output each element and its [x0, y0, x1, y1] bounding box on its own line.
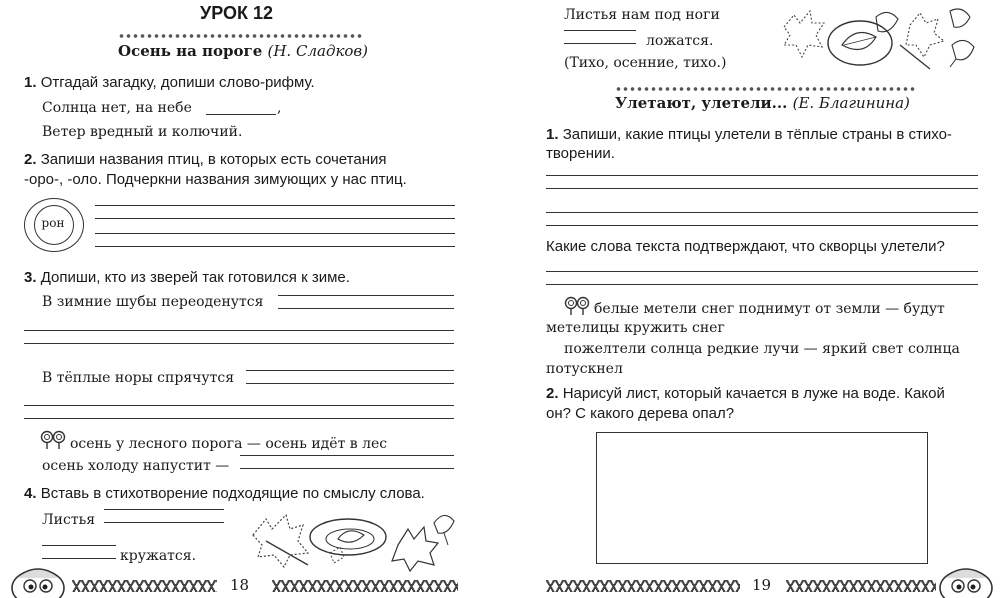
- quote-line2-right: метелицы кружить снег: [546, 320, 725, 336]
- story-name: Осень на пороге: [118, 42, 263, 60]
- task-number: 2.: [546, 385, 559, 402]
- task3-line2: В тёплые норы спрячутся: [42, 370, 235, 386]
- page-number-left: 18: [230, 576, 250, 594]
- task1-heading: [24, 74, 315, 91]
- answer-line[interactable]: [24, 418, 454, 419]
- quote-line2: осень холоду напустит —: [42, 458, 230, 474]
- task-text: Запиши, какие птицы улетели в тёплые страны в стихо-: [562, 126, 952, 143]
- task-text: Допиши, кто из зверей так готовился к зиме.: [40, 269, 350, 286]
- page-number-right: 19: [752, 576, 772, 594]
- task-text: Вставь в стихотворение подходящие по смыслу слова.: [40, 485, 425, 502]
- title-ornament-right: [615, 85, 915, 93]
- answer-line[interactable]: [546, 284, 978, 285]
- answer-line[interactable]: [546, 271, 978, 272]
- story-author: (Е. Благинина): [792, 94, 910, 112]
- quote-line1-right: белые метели снег поднимут от земли — будут: [594, 301, 945, 317]
- task-number: 4.: [24, 485, 37, 502]
- riddle-line-1: Солнца нет, на небе: [42, 100, 192, 116]
- answer-line[interactable]: [95, 205, 455, 206]
- answer-line[interactable]: [240, 468, 454, 469]
- footer-ornament: [72, 580, 217, 592]
- footer-ornament: [786, 580, 936, 592]
- story-name: Улетают, улетели...: [615, 94, 788, 112]
- task1-heading-right: [546, 126, 952, 143]
- riddle-comma: ,: [277, 100, 282, 116]
- poem-line2: кружатся.: [120, 548, 197, 564]
- task1-text-line2-right: творении.: [546, 145, 615, 162]
- task-text: Нарисуй лист, который качается в луже на воде. Какой: [562, 385, 945, 402]
- answer-line[interactable]: [104, 509, 224, 510]
- lesson-title: УРОК 12: [200, 3, 273, 23]
- answer-line[interactable]: [95, 246, 455, 247]
- poem-line1: Листья: [42, 512, 96, 528]
- riddle-line-2: Ветер вредный и колючий.: [42, 124, 243, 140]
- quote-line3-right: пожелтели солнца редкие лучи — яркий свет солнца: [564, 341, 960, 357]
- answer-line[interactable]: [206, 114, 276, 115]
- answer-line[interactable]: [24, 330, 454, 331]
- answer-line[interactable]: [546, 188, 978, 189]
- owl-mascot-icon: [938, 560, 994, 598]
- footer-ornament: [546, 580, 740, 592]
- answer-line[interactable]: [278, 295, 454, 296]
- glasses-icon: [40, 430, 66, 450]
- task-number: 2.: [24, 151, 37, 168]
- answer-line[interactable]: [546, 225, 978, 226]
- title-ornament-left: [118, 32, 364, 40]
- oval-text: рон: [41, 216, 65, 230]
- story-title-right: [615, 94, 910, 112]
- poem-top-line3: (Тихо, осенние, тихо.): [564, 55, 727, 71]
- answer-line[interactable]: [104, 522, 224, 523]
- answer-line[interactable]: [42, 558, 116, 559]
- answer-line[interactable]: [240, 455, 454, 456]
- task-number: 1.: [546, 126, 559, 143]
- poem-top-line1: Листья нам под ноги: [564, 7, 720, 23]
- owl-mascot-icon: [10, 560, 66, 598]
- answer-line[interactable]: [24, 343, 454, 344]
- answer-line[interactable]: [564, 30, 636, 31]
- leaves-illustration: [248, 505, 460, 573]
- footer-ornament: [272, 580, 458, 592]
- answer-line[interactable]: [95, 218, 455, 219]
- task3-line1: В зимние шубы переоденутся: [42, 294, 264, 310]
- story-title-left: [118, 42, 368, 60]
- answer-line[interactable]: [246, 370, 454, 371]
- poem-top-line2: ложатся.: [646, 33, 714, 49]
- task2-heading-right: [546, 385, 945, 402]
- task-number: 1.: [24, 74, 37, 91]
- answer-line[interactable]: [546, 212, 978, 213]
- answer-line[interactable]: [246, 383, 454, 384]
- quote-line4-right: потускнел: [546, 361, 623, 377]
- drawing-box[interactable]: [596, 432, 928, 564]
- answer-line[interactable]: [42, 545, 116, 546]
- answer-line[interactable]: [278, 308, 454, 309]
- answer-line[interactable]: [95, 233, 455, 234]
- task-text: Запиши названия птиц, в которых есть сочетания: [40, 151, 387, 168]
- task1-question-right: Какие слова текста подтверждают, что скворцы улетели?: [546, 238, 945, 255]
- leaves-illustration: [780, 5, 980, 75]
- task4-heading: [24, 485, 425, 502]
- answer-line[interactable]: [546, 175, 978, 176]
- task3-heading: [24, 269, 350, 286]
- task-number: 3.: [24, 269, 37, 286]
- answer-line[interactable]: [564, 43, 636, 44]
- glasses-icon: [564, 296, 590, 316]
- task2-text-line2-right: он? С какого дерева опал?: [546, 405, 735, 422]
- answer-line[interactable]: [24, 405, 454, 406]
- task-text: Отгадай загадку, допиши слово-рифму.: [40, 74, 315, 91]
- task2-heading: [24, 151, 456, 168]
- story-author: (Н. Сладков): [267, 42, 369, 60]
- quote-line1: осень у лесного порога — осень идёт в лес: [70, 436, 388, 452]
- task2-text-line2: -оро-, -оло. Подчеркни названия зимующих у нас птиц.: [24, 171, 407, 188]
